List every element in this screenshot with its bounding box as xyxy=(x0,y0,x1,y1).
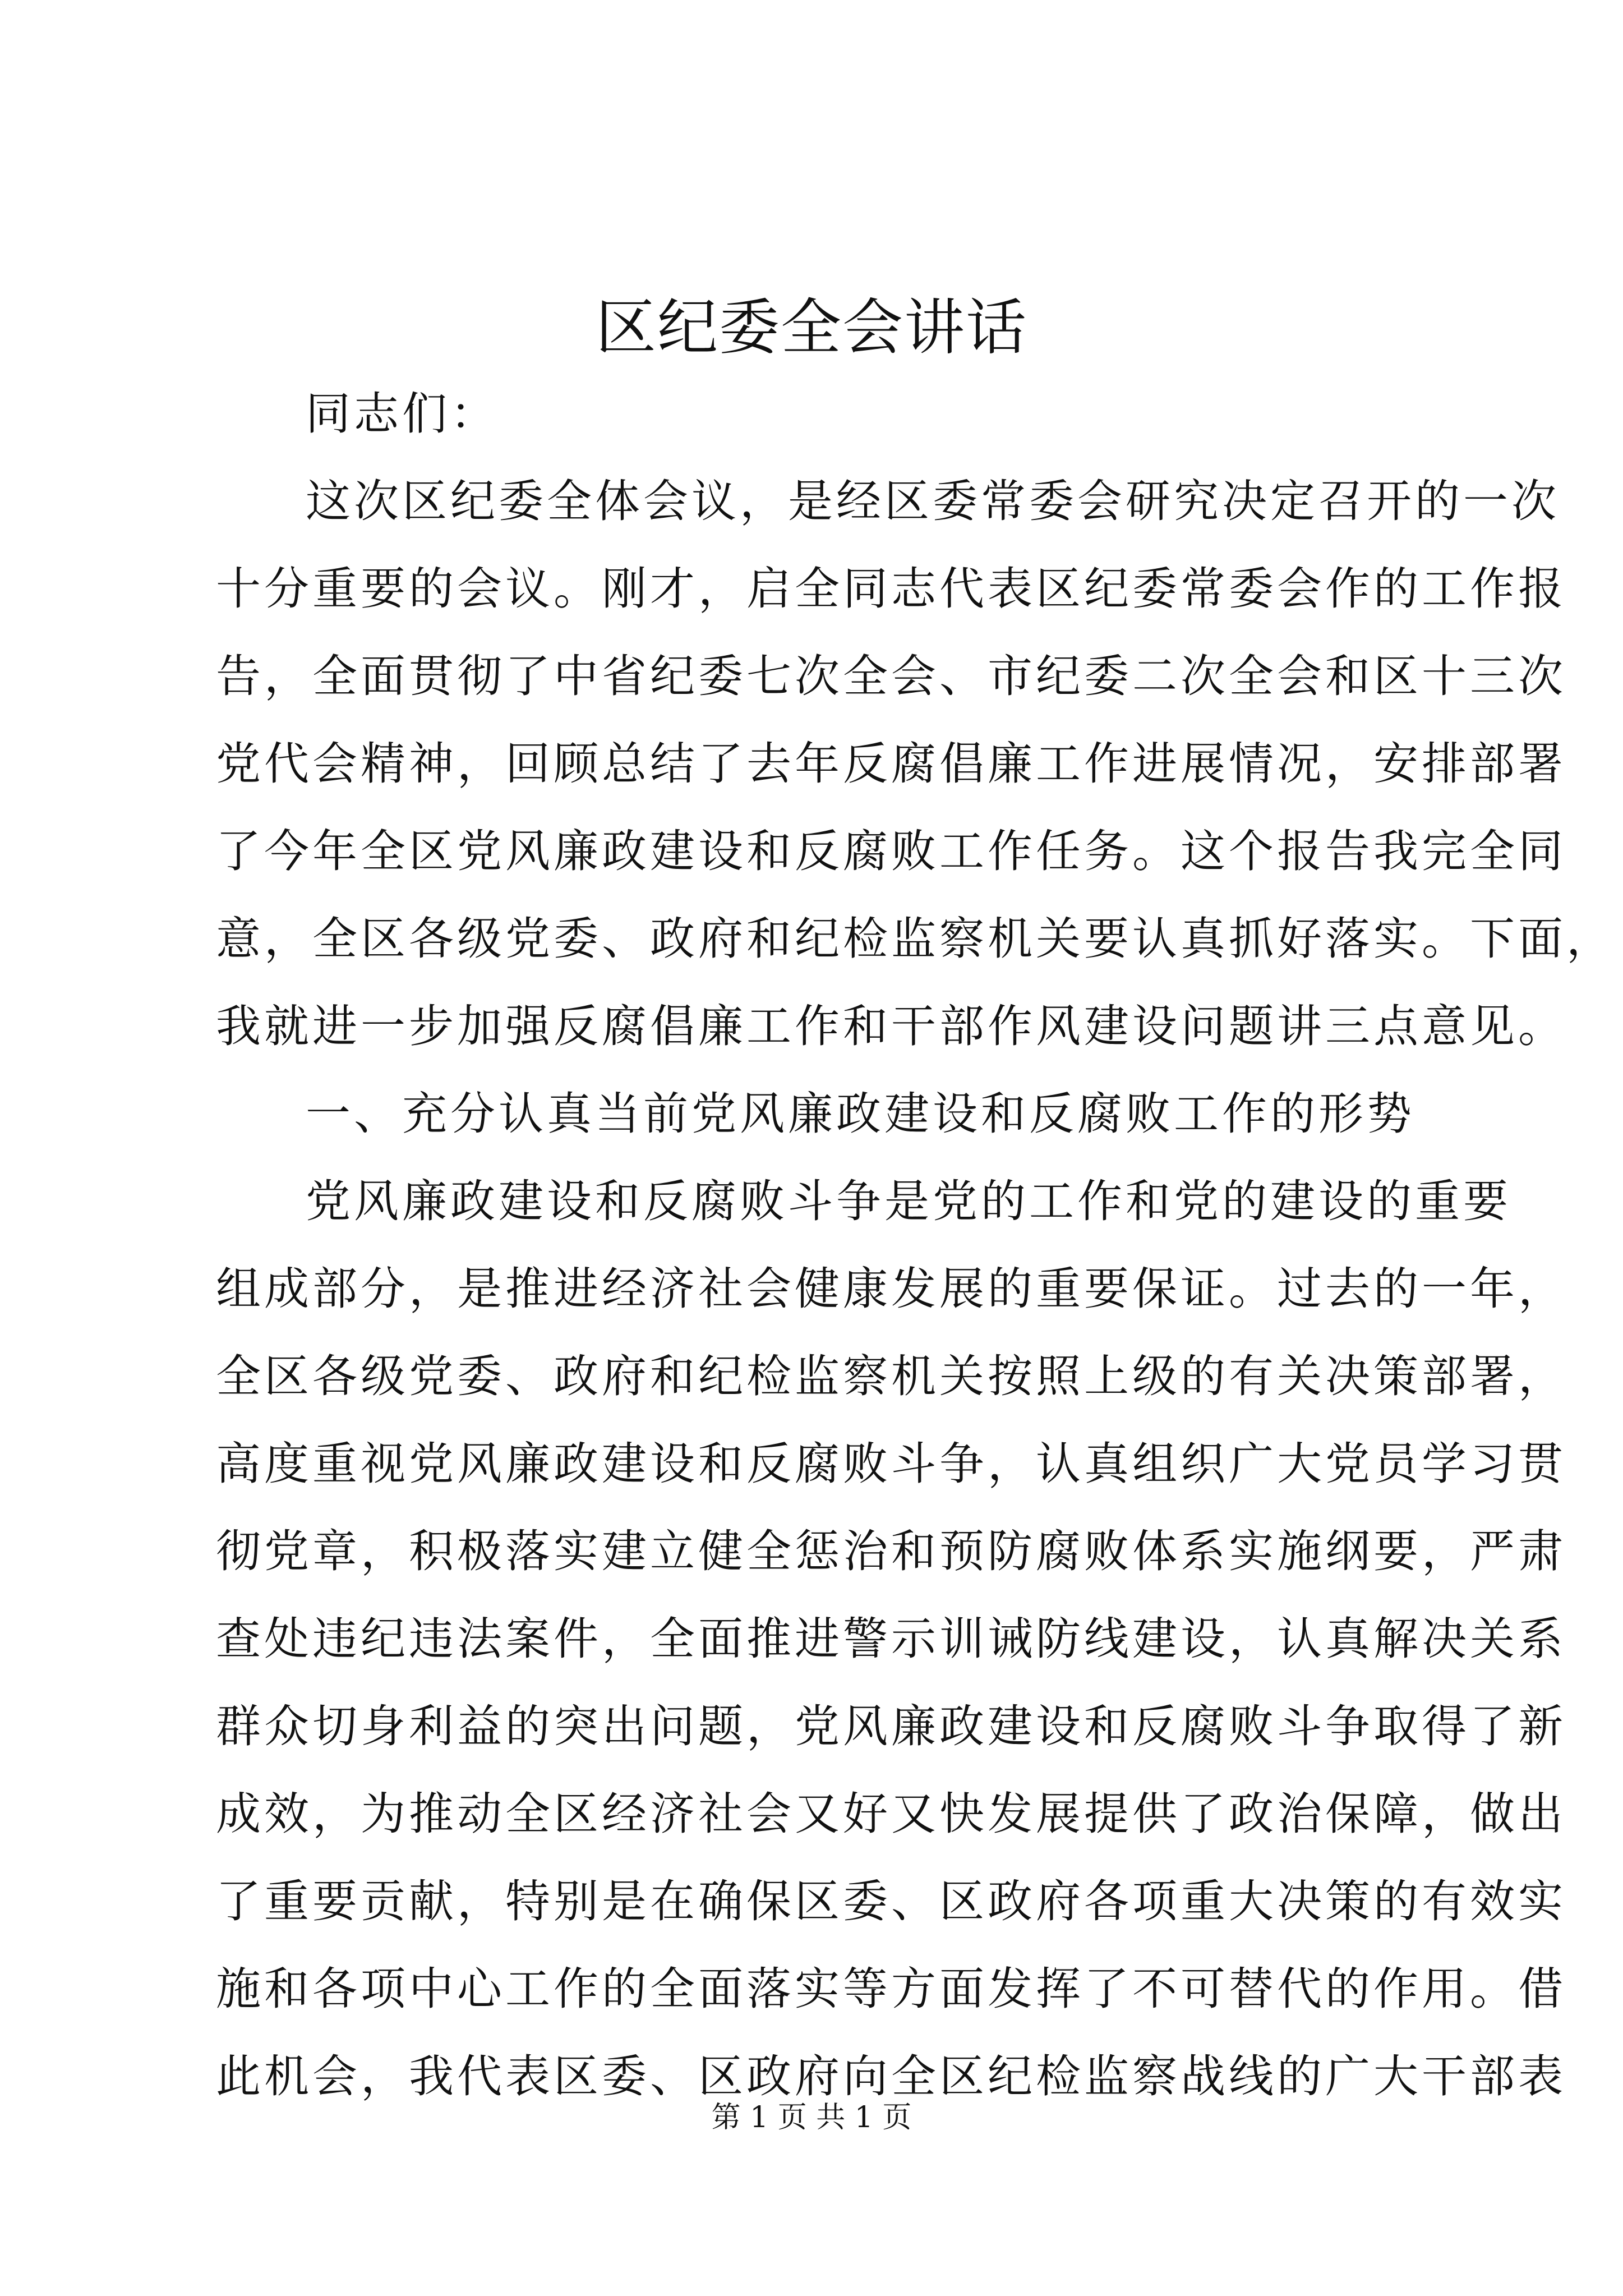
paragraph-line: 高度重视党风廉政建设和反腐败斗争，认真组织广大党员学习贯 xyxy=(216,1438,1566,1490)
paragraph-line: 全区各级党委、政府和纪检监察机关按照上级的有关决策部署， xyxy=(216,1350,1566,1402)
paragraph-line: 彻党章，积极落实建立健全惩治和预防腐败体系实施纲要，严肃 xyxy=(216,1525,1566,1577)
paragraph-line: 我就进一步加强反腐倡廉工作和干部作风建设问题讲三点意见。 xyxy=(216,1000,1566,1052)
paragraph-line: 了重要贡献，特别是在确保区委、区政府各项重大决策的有效实 xyxy=(216,1875,1566,1927)
paragraph-line: 十分重要的会议。刚才，启全同志代表区纪委常委会作的工作报 xyxy=(216,563,1566,615)
paragraph-line: 群众切身利益的突出问题，党风廉政建设和反腐败斗争取得了新 xyxy=(216,1700,1566,1752)
section-heading: 一、充分认真当前党风廉政建设和反腐败工作的形势 xyxy=(306,1088,1415,1140)
document-title: 区纪委全会讲话 xyxy=(595,293,1027,363)
paragraph-line: 施和各项中心工作的全面落实等方面发挥了不可替代的作用。借 xyxy=(216,1963,1566,2015)
paragraph-line: 党代会精神，回顾总结了去年反腐倡廉工作进展情况，安排部署 xyxy=(216,738,1566,790)
page-number-footer: 第 1 页 共 1 页 xyxy=(711,2101,912,2134)
paragraph-line: 查处违纪违法案件，全面推进警示训诫防线建设，认真解决关系 xyxy=(216,1613,1566,1665)
paragraph-line: 告，全面贯彻了中省纪委七次全会、市纪委二次全会和区十三次 xyxy=(216,650,1566,702)
paragraph-line: 此机会，我代表区委、区政府向全区纪检监察战线的广大干部表 xyxy=(216,2050,1566,2102)
document-body xyxy=(216,370,1615,2120)
paragraph-line: 党风廉政建设和反腐败斗争是党的工作和党的建设的重要 xyxy=(306,1175,1511,1227)
paragraph-line: 意，全区各级党委、政府和纪检监察机关要认真抓好落实。下面， xyxy=(216,913,1615,965)
paragraph-line: 了今年全区党风廉政建设和反腐败工作任务。这个报告我完全同 xyxy=(216,825,1566,877)
paragraph-line: 这次区纪委全体会议，是经区委常委会研究决定召开的一次 xyxy=(306,475,1560,527)
salutation-line: 同志们： xyxy=(306,388,499,440)
paragraph-line: 成效，为推动全区经济社会又好又快发展提供了政治保障，做出 xyxy=(216,1788,1566,1840)
paragraph-line: 组成部分，是推进经济社会健康发展的重要保证。过去的一年， xyxy=(216,1263,1566,1315)
